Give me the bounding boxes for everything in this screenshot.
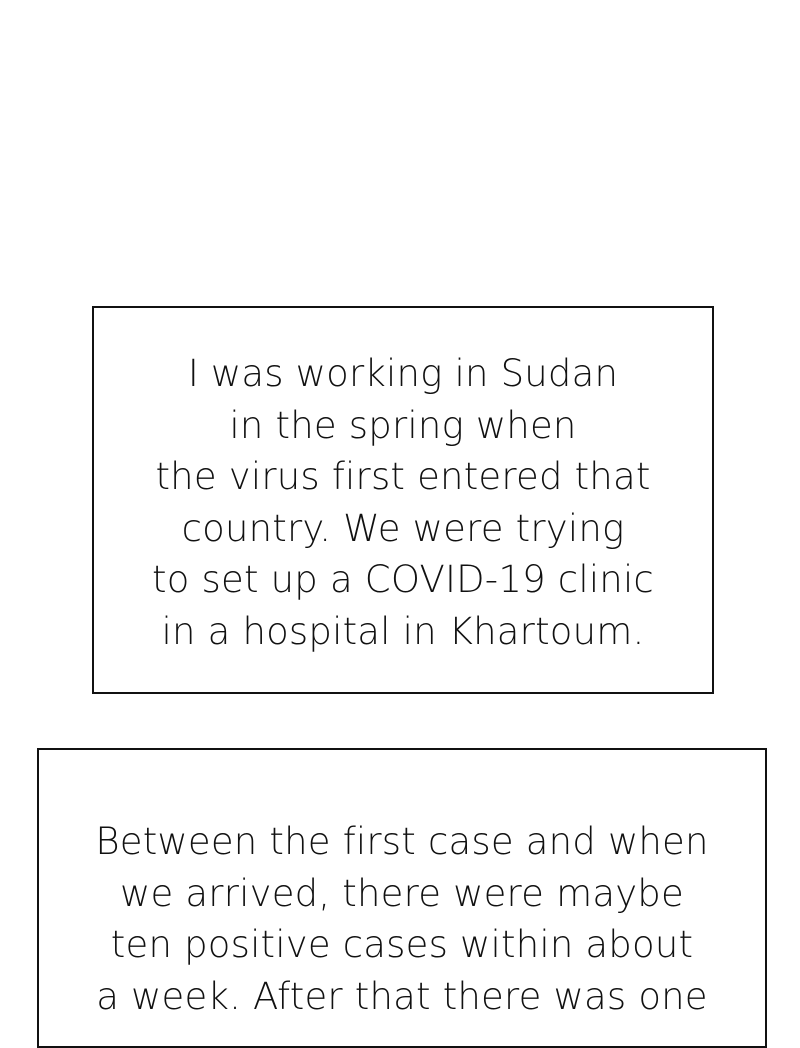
caption-text-1 [94,348,712,657]
caption-2-line: we arrived, there were maybe [120,871,684,915]
caption-1-line: to set up a COVID-19 clinic [152,558,654,601]
caption-2-line: ten positive cases within about [110,923,694,966]
caption-1-line: in the spring when [229,403,577,447]
caption-text-2 [39,816,765,1022]
caption-1-line: country. We were trying [181,506,625,550]
caption-2-line: Between the first case and when [95,820,709,863]
caption-1-line: in a hospital in Khartoum. [161,609,645,653]
caption-panel-1 [92,306,714,694]
caption-1-line: I was working in Sudan [187,352,619,395]
caption-panel-2 [37,748,767,1048]
caption-2-line: a week. After that there was one [96,974,708,1018]
caption-1-line: the virus first entered that [155,455,651,498]
